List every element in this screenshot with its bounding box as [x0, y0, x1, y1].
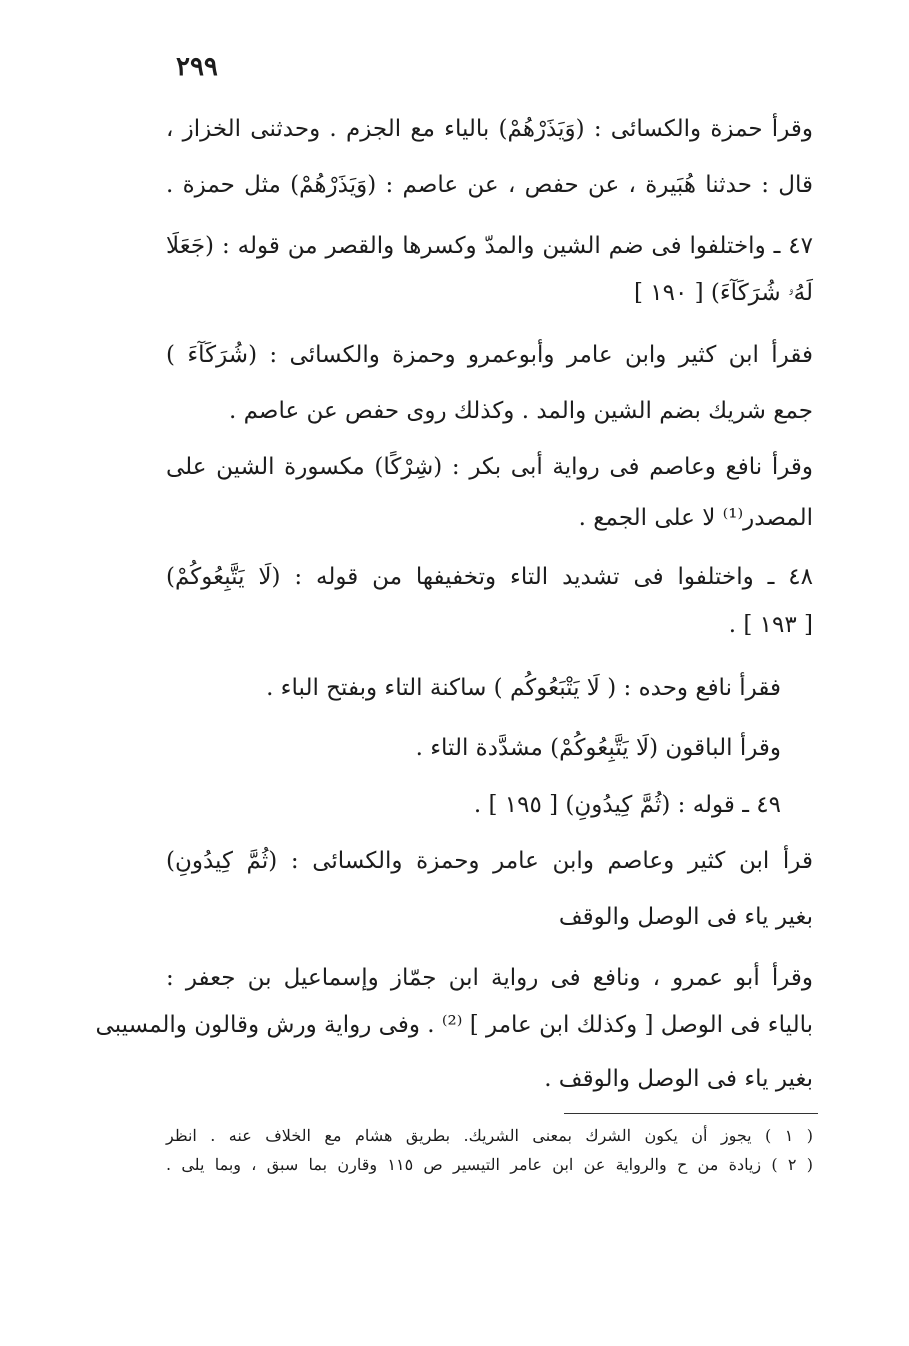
text-line: ٤٨ ـ واختلفوا فى تشديد التاء وتخفيفها من قوله : (لَا يَتَّبِعُوكُمْ) — [166, 564, 813, 590]
text-line: المصدر⁽¹⁾ لا على الجمع . — [578, 505, 813, 531]
text-line: لَهُۥ شُرَكَآءَ) [ ١٩٠ ] — [633, 280, 813, 306]
text-line: فقرأ ابن كثير وابن عامر وأبوعمرو وحمزة والكسائى : (شُرَكَآءَ ) — [166, 342, 813, 368]
footnote: ( ١ ) يجوز أن يكون الشرك بمعنى الشريك. بطريق هشام مع الخلاف عنه . انظر — [166, 1126, 814, 1145]
text-line: [ ١٩٣ ] . — [728, 612, 813, 638]
text-line: وقرأ الباقون (لَا يَتَّبِعُوكُمْ) مشدَّدة التاء . — [415, 735, 781, 761]
text-line: ٤٩ ـ قوله : (ثُمَّ كِيدُونِ) [ ١٩٥ ] . — [473, 792, 781, 818]
text-line: وقرأ أبو عمرو ، ونافع فى رواية ابن جمّاز وإسماعيل بن جعفر : — [166, 965, 813, 991]
text-line: بغير ياء فى الوصل والوقف — [558, 904, 813, 930]
text-line: قرأ ابن كثير وعاصم وابن عامر وحمزة والكسائى : (ثُمَّ كِيدُونِ) — [166, 848, 813, 874]
text-line: وقرأ حمزة والكسائى : (وَيَذَرْهُمْ) بالياء مع الجزم . وحدثنى الخزاز ، — [166, 116, 813, 142]
text-line: ٤٧ ـ واختلفوا فى ضم الشين والمدّ وكسرها والقصر من قوله : (جَعَلَا — [166, 233, 813, 259]
text-line: بالياء فى الوصل [ وكذلك ابن عامر ] ⁽²⁾ . وفى رواية ورش وقالون والمسيبى — [95, 1012, 813, 1038]
text-line: جمع شريك بضم الشين والمد . وكذلك روى حفص عن عاصم . — [228, 398, 813, 424]
page-number: ٢٩٩ — [176, 52, 218, 82]
text-line: وقرأ نافع وعاصم فى رواية أبى بكر : (شِرْكًا) مكسورة الشين على — [166, 454, 813, 480]
footnote-separator — [564, 1113, 818, 1114]
text-line: فقرأ نافع وحده : ( لَا يَتْبَعُوكُم ) ساكنة التاء وبفتح الباء . — [266, 675, 781, 701]
text-line: قال : حدثنا هُبَيرة ، عن حفص ، عن عاصم : (وَيَذَرْهُمْ) مثل حمزة . — [166, 172, 813, 198]
footnote: ( ٢ ) زيادة من ح والرواية عن ابن عامر التيسير ص ١١٥ وقارن بما سبق ، وبما يلى . — [166, 1155, 814, 1174]
text-line: بغير ياء فى الوصل والوقف . — [544, 1066, 813, 1092]
